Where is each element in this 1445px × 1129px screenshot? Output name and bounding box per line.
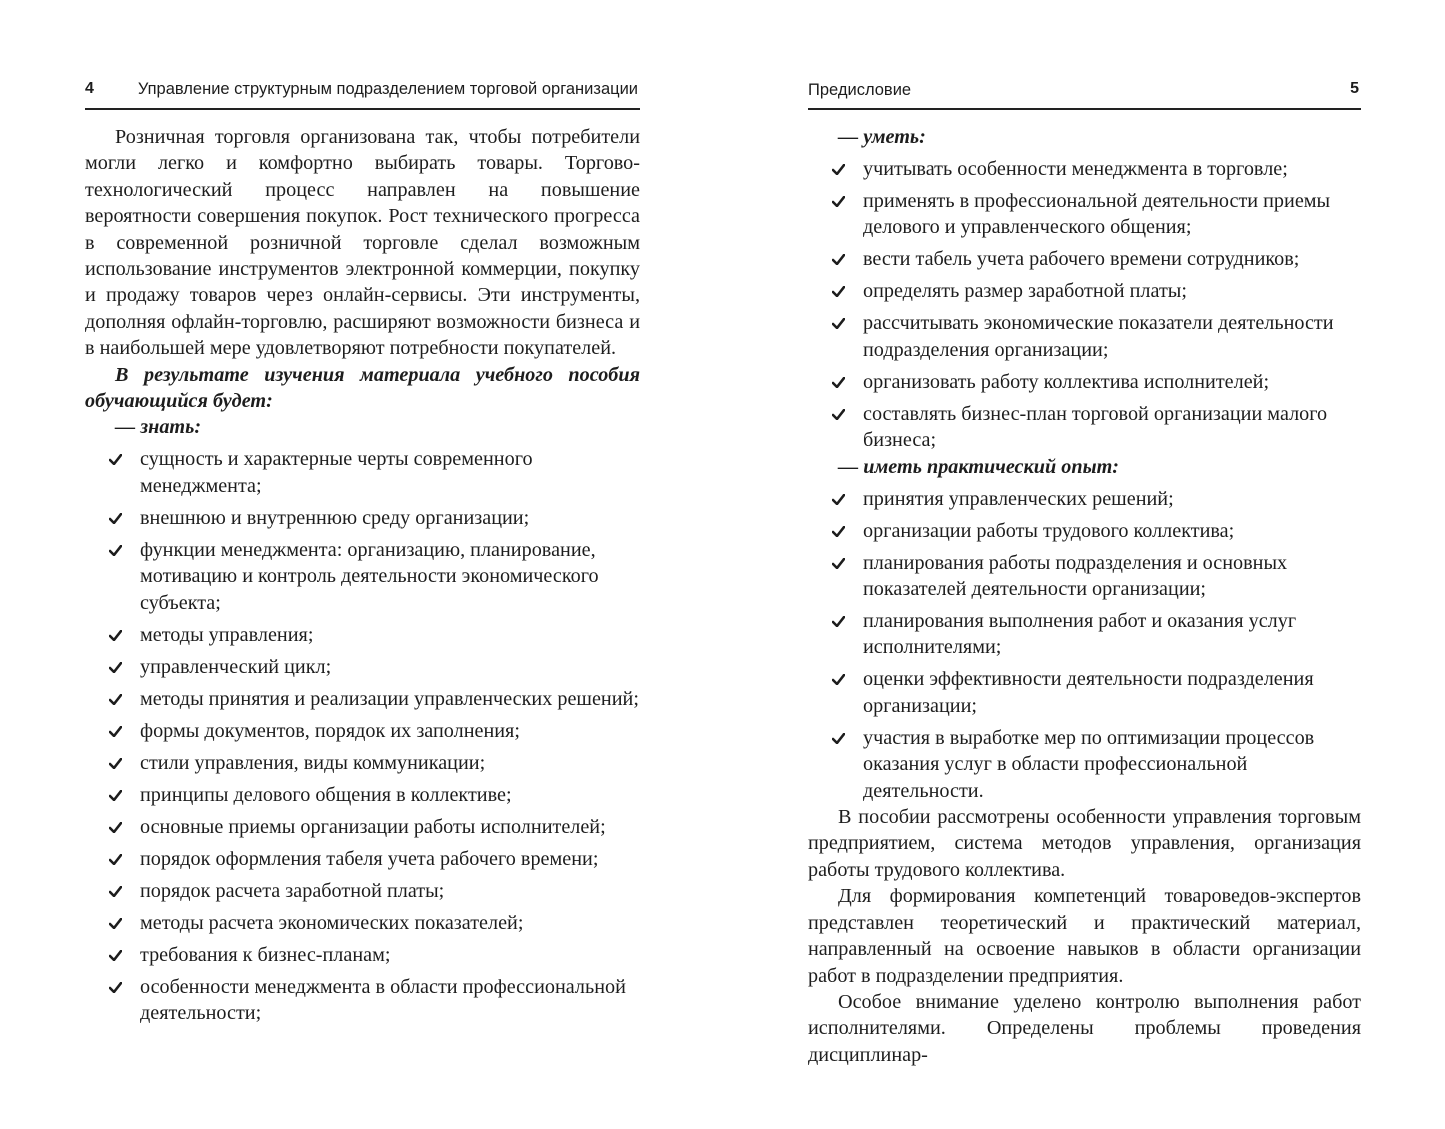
list-item: принципы делового общения в коллективе; [85,782,640,808]
list-item: требования к бизнес-планам; [85,942,640,968]
checkmark-icon [832,558,845,569]
list-item: сущность и характерные черты современного менеджмента; [85,446,640,499]
list-item: оценки эффективности деятельности подразделения организации; [808,666,1361,719]
experience-label: — иметь практический опыт: [838,455,1120,478]
list-item: формы документов, порядок их заполнения; [85,718,640,744]
body-paragraph: В пособии рассмотрены особенности управления торговым предприятием, система методов управления, организация работы трудового коллектива. [808,806,1361,881]
list-item: планирования работы подразделения и основных показателей деятельности организации; [808,550,1361,603]
list-item: составлять бизнес-план торговой организации малого бизнеса; [808,401,1361,454]
list-item: учитывать особенности менеджмента в торговле; [808,156,1361,182]
page-number: 5 [1350,80,1359,97]
checkmark-icon [832,318,845,329]
intro-paragraph: Розничная торговля организована так, чтобы потребители могли легко и комфортно выбирать товары. Торгово-технологический процесс направлен на повышение вероятности совершения покупок. Рост технического прогресса в современной розничной торговле сделал возможным использование инструментов электронной коммерции, покупку и продажу товаров через онлайн-сервисы. Эти инструменты, дополняя офлайн-торговлю, расширяют возможности бизнеса и в наибольшей мере удовлетворяют потребности покупателей. [85,126,640,360]
checkmark-icon [109,982,122,993]
list-item: стили управления, виды коммуникации; [85,750,640,776]
list-item: организации работы трудового коллектива; [808,518,1361,544]
checkmark-icon [832,164,845,175]
list-item: методы расчета экономических показателей; [85,910,640,936]
right-page-body [808,124,1361,1068]
checkmark-icon [832,254,845,265]
list-item: вести табель учета рабочего времени сотрудников; [808,246,1361,272]
list-item: рассчитывать экономические показатели деятельности подразделения организации; [808,310,1361,363]
list-item: организовать работу коллектива исполнителей; [808,369,1361,395]
body-paragraph: Особое внимание уделено контролю выполнения работ исполнителями. Определены проблемы проведения дисциплинар- [808,990,1361,1066]
checkmark-icon [832,377,845,388]
checkmark-icon [109,726,122,737]
checkmark-icon [832,196,845,207]
left-page-body [85,124,640,1027]
list-item: применять в профессиональной деятельности приемы делового и управленческого общения; [808,188,1361,241]
checkmark-icon [109,630,122,641]
checkmark-icon [109,854,122,865]
checkmark-icon [832,616,845,627]
list-item: определять размер заработной платы; [808,278,1361,304]
checkmark-icon [109,886,122,897]
checkmark-icon [832,409,845,420]
checkmark-icon [832,674,845,685]
checkmark-icon [832,286,845,297]
left-page-header [85,78,640,110]
page-number: 4 [85,80,94,97]
checkmark-icon [109,694,122,705]
know-label: — знать: [115,416,202,439]
checkmark-icon [109,662,122,673]
list-item: особенности менеджмента в области профессиональной деятельности; [85,974,640,1027]
checkmark-icon [109,950,122,961]
checkmark-icon [109,454,122,465]
list-item: планирования выполнения работ и оказания услуг исполнителями; [808,608,1361,661]
experience-list [808,486,1361,804]
checkmark-icon [109,918,122,929]
know-list [85,446,640,1026]
checkmark-icon [109,758,122,769]
checkmark-icon [109,822,122,833]
list-item: методы управления; [85,622,640,648]
list-item: порядок расчета заработной платы; [85,878,640,904]
checkmark-icon [109,790,122,801]
list-item: участия в выработке мер по оптимизации процессов оказания услуг в области профессиональной деятельности. [808,725,1361,804]
list-item: принятия управленческих решений; [808,486,1361,512]
list-item: внешнюю и внутреннюю среду организации; [85,505,640,531]
right-page-header [808,78,1361,110]
can-list [808,156,1361,454]
learning-outcomes-heading: В результате изучения материала учебного пособия обучающийся будет: [85,363,640,413]
can-label: — уметь: [838,126,926,148]
body-paragraph: Для формирования компетенций товароведов-экспертов представлен теоретический и практический материал, направленный на освоение навыков в области организации работ в подразделении предприятия. [808,885,1361,987]
list-item: методы принятия и реализации управленческих решений; [85,686,640,712]
checkmark-icon [832,494,845,505]
checkmark-icon [109,545,122,556]
list-item: функции менеджмента: организацию, планирование, мотивацию и контроль деятельности экономического субъекта; [85,537,640,616]
running-title: Предисловие [808,81,912,99]
running-title: Управление структурным подразделением торговой организации [137,80,638,98]
checkmark-icon [832,733,845,744]
list-item: порядок оформления табеля учета рабочего времени; [85,846,640,872]
list-item: основные приемы организации работы исполнителей; [85,814,640,840]
checkmark-icon [832,526,845,537]
list-item: управленческий цикл; [85,654,640,680]
checkmark-icon [109,513,122,524]
